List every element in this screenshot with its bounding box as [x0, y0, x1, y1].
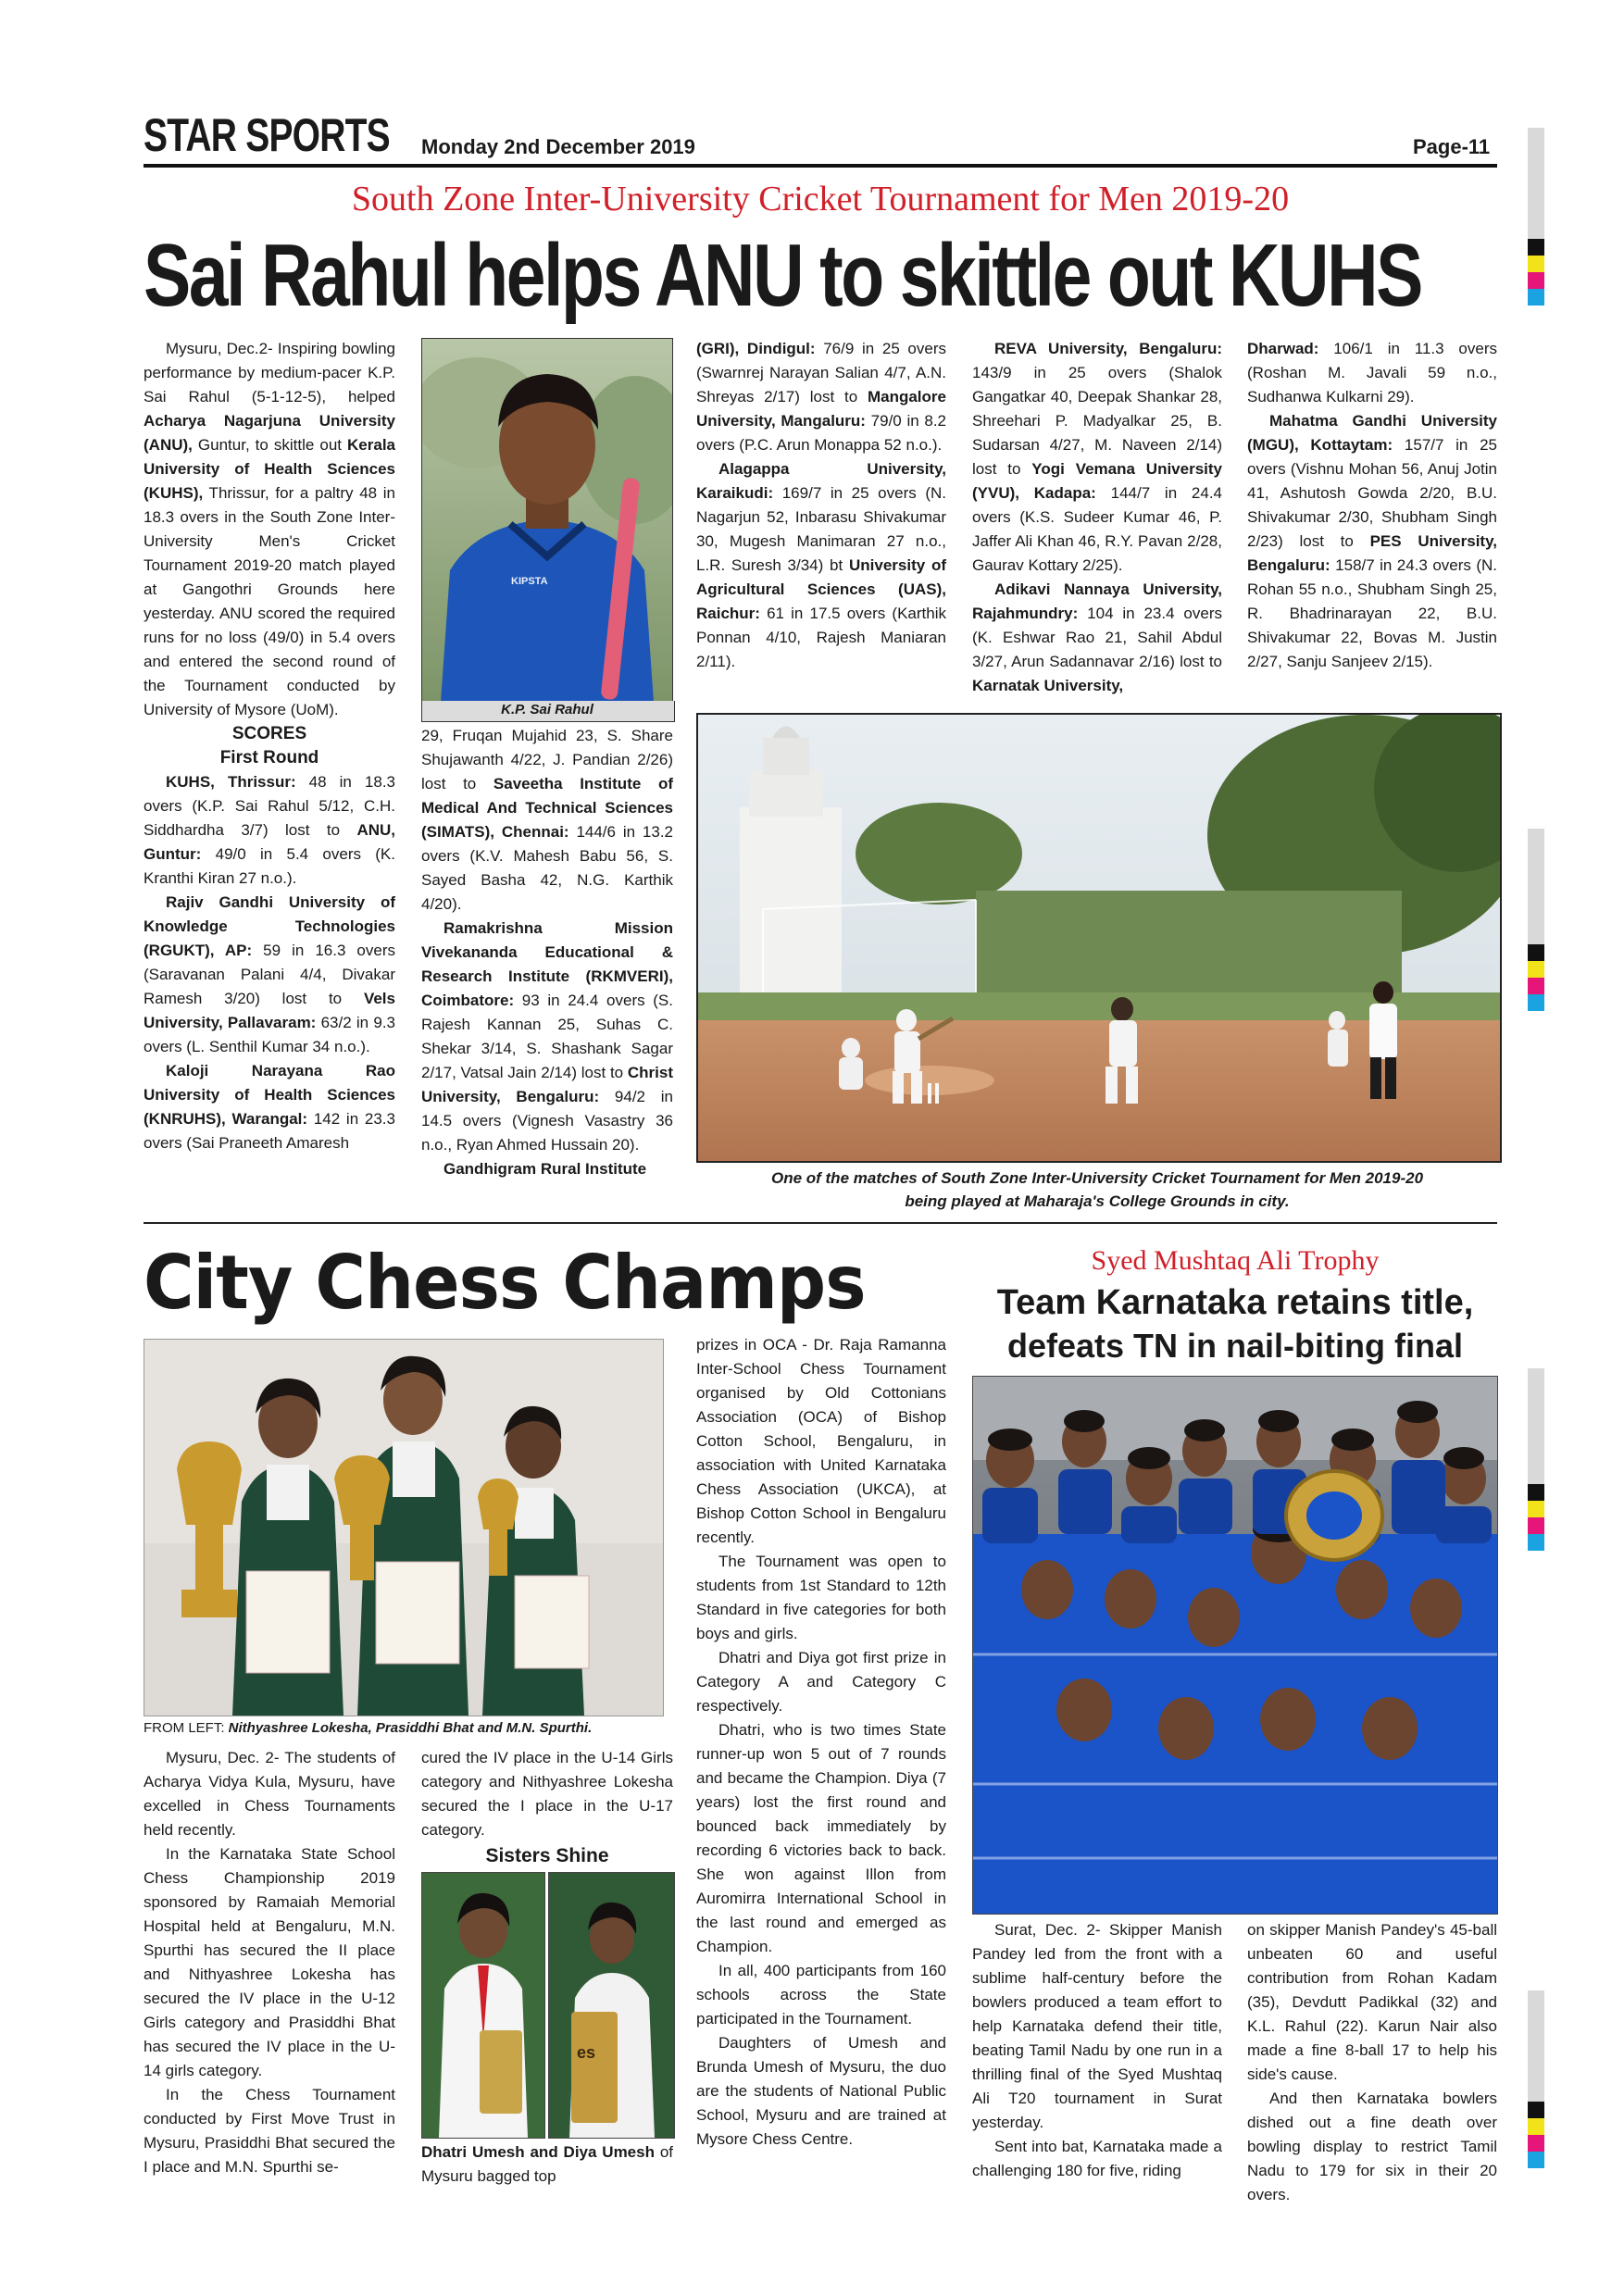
cricket-match-photo [696, 713, 1502, 1163]
diya-photo [548, 1872, 675, 2139]
match-caption-line-1: One of the matches of South Zone Inter-University Cricket Tournament for Men 2019-20 [770, 1169, 1424, 1187]
chess-photo-caption: FROM LEFT: Nithyashree Lokesha, Prasiddhi Bhat and M.N. Spurthi. [144, 1720, 593, 1736]
chess-headline: City Chess Champs [144, 1240, 866, 1326]
chess-champions-photo [144, 1339, 664, 1716]
registration-mark-upper-mid [1528, 829, 1544, 1011]
cricket-column-4: REVA University, Bengaluru: 143/9 in 25 overs (Shalok Gangatkar 40, Deepak Shankar 28, Shreehari P. Madyalkar 25, B. Sudarsan 4/27, M. Naveen 2/14) lost to Yogi Vemana University (YVU), Kadapa: 144/7 in 24.4 overs (K.S. Sudeer Kumar 46, P. Jaffer Ali Khan 46, R.Y. Pavan 2/28, Gaurav Kottary 2/25). Adikavi Nannaya University, Rajahmundry: 104 in 23.4 overs (K. Eshwar Rao 21, Sahil Abdul 3/27, Arun Sadannavar 2/16) lost to Karnatak University, [972, 340, 1223, 694]
first-round-label: First Round [219, 748, 319, 767]
issue-date: Monday 2nd December 2019 [421, 135, 695, 158]
chess-column-3: prizes in OCA - Dr. Raja Ramanna Inter-School Chess Tournament organised by Old Cottonians Association (OCA) of Bishop Cotton School, Bengaluru, in association with United Karnataka Chess Association (UKCA), at Bishop Cotton School in Bengaluru recently. The Tournament was open to students from 1st Standard to 12th Standard in five categories for both boys and girls. Dhatri and Diya got first prize in Category A and Category C respectively. Dhatri, who is two times State runner-up won 5 out of 7 rounds and became the Champion. Diya (7 years) lost the first round and bounced back immediately by recording 6 victories back to back. She won against Illon from Auromirra International School in the last round and emerged as Champion. In all, 400 participants from 160 schools across the State participated in the Tournament. Daughters of Umesh and Brunda Umesh of Mysuru, the duo are the students of National Public School, Mysuru and are trained at Mysore Chess Centre. [696, 1336, 946, 2148]
diya-illustration [549, 1873, 674, 2138]
section-divider [144, 1222, 1497, 1224]
match-illustration [698, 715, 1500, 1161]
karnataka-team-photo [972, 1376, 1498, 1915]
cricket-kicker: South Zone Inter-University Cricket Tournament for Men 2019-20 [351, 180, 1290, 218]
smat-headline-line-2: defeats TN in nail-biting final [1006, 1327, 1463, 1365]
scores-label: SCORES [231, 724, 307, 743]
cricket-column-1: Mysuru, Dec.2- Inspiring bowling performance by medium-pacer K.P. Sai Rahul (5-1-12-5), helped Acharya Nagarjuna University (ANU), Guntur, to skittle out Kerala University of Health Sciences (KUHS), Thrissur, for a paltry 48 in 18.3 overs in the South Zone Inter-University Men's Cricket Tournament 2019-20 match played at Gangothri Grounds here yesterday. ANU scored the required runs for no loss (49/0) in 5.4 overs and entered the second round of the Tournament conducted by University of Mysore (UoM). SCORES First Round KUHS, Thrissur: 48 in 18.3 overs (K.P. Sai Rahul 5/12, C.H. Siddhardha 3/7) lost to ANU, Guntur: 49/0 in 5.4 overs (K. Kranthi Kiran 27 n.o.). Rajiv Gandhi University of Knowledge Technologies (RGUKT), AP: 59 in 16.3 overs (Saravanan Palani 4/4, Divakar Ramesh 3/20) lost to Vels University, Pallavaram: 63/2 in 9.3 overs (L. Senthil Kumar 34 n.o.). Kaloji Narayana Rao University of Health Sciences (KNRUHS), Warangal: 142 in 23.3 overs (Sai Praneeth Amaresh [144, 340, 396, 1152]
portrait-illustration [422, 339, 672, 702]
chess-column-1: Mysuru, Dec. 2- The students of Acharya Vidya Kula, Mysuru, have excelled in Chess Tournaments held recently. In the Karnataka State School Chess Championship 2019 sponsored by Ramaiah Memorial Hospital held at Bengaluru, M.N. Spurthi has secured the II place and Nithyashree Lokesha has secured the IV place in the U-12 Girls category and Prasiddhi Bhat has secured the IV place in the U-14 girls category. In the Chess Tournament conducted by First Move Trust in Mysuru, Prasiddhi Bhat secured the I place and M.N. Spurthi se- [144, 1749, 395, 2176]
cricket-column-3: (GRI), Dindigul: 76/9 in 25 overs (Swarnrej Narayan Salian 4/7, A.N. Shreyas 2/17) lost to Mangalore University, Mangaluru: 79/0 in 8.2 overs (P.C. Arun Monappa 52 n.o.). Alagappa University, Karaikudi: 169/7 in 25 overs (N. Nagarjun 52, Inbarasu Shivakumar 30, Mugesh Manimaran 27 n.o., L.R. Suresh 3/34) bt University of Agricultural Sciences (UAS), Raichur: 61 in 17.5 overs (Karthik Ponnan 4/10, Rajesh Maniaran 2/11). [696, 340, 946, 670]
chess-illustration [144, 1340, 663, 1716]
match-caption-line-2: being played at Maharaja's College Grounds in city. [905, 1192, 1290, 1210]
registration-mark-lower-mid [1528, 1368, 1544, 1551]
page-number: Page-11 [1413, 135, 1491, 158]
svg-text:es: es [577, 2043, 596, 2062]
jersey-brand-text: KIPSTA [511, 576, 548, 587]
team-illustration [973, 1377, 1497, 1914]
sai-rahul-portrait [421, 338, 673, 703]
portrait-caption: K.P. Sai Rahul [501, 702, 593, 718]
registration-mark-top [1528, 128, 1544, 306]
chess-column-2-continued: Dhatri Umesh and Diya Umesh of Mysuru bagged top [421, 2143, 674, 2185]
registration-mark-bottom [1528, 1990, 1544, 2168]
dhatri-illustration [422, 1873, 544, 2138]
smat-column-1: Surat, Dec. 2- Skipper Manish Pandey led from the front with a sublime half-century before the bowlers produced a team effort to help Karnataka defend their title, beating Tamil Nadu by one run in a thrilling final of the Syed Mushtaq Ali T20 tournament in Surat yesterday. Sent into bat, Karnataka made a challenging 180 for five, riding [972, 1921, 1222, 2179]
chess-column-2: cured the IV place in the U-14 Girls category and Nithyashree Lokesha secured the I place in the U-17 category. Sisters Shine [421, 1749, 673, 1866]
cricket-column-5: Dharwad: 106/1 in 11.3 overs (Roshan M. Javali 59 n.o., Sudhanwa Kulkarni 29). Mahatma Gandhi University (MGU), Kottaytam: 157/7 in 25 overs (Vishnu Mohan 56, Anuj Jotin 41, Ashutosh Gowda 2/20, B.U. Shivakumar 2/30, Shubham Singh 2/23) lost to PES University, Bengaluru: 158/7 in 24.3 overs (N. Rohan 55 n.o., Shubham Singh 25, R. Bhadrinarayan 22, B.U. Shivakumar 22, Bovas M. Justin 2/27, Sanju Sanjeev 2/15). [1247, 340, 1497, 670]
dhatri-photo [421, 1872, 545, 2139]
sisters-shine-label: Sisters Shine [485, 1845, 609, 1866]
smat-column-2: on skipper Manish Pandey's 45-ball unbeaten 60 and useful contribution from Rohan Kadam (35), Devdutt Padikkal (32) and K.L. Rahul (22). Karun Nair also made a fine 8-ball 17 to help his side's cause. And then Karnataka bowlers dished out a fine death over bowling display to restrict Tamil Nadu to 179 for six in their 20 overs. [1247, 1921, 1497, 2203]
cricket-column-2: 29, Fruqan Mujahid 23, S. Share Shujawanth 4/22, J. Pandian 2/26) lost to Saveetha Institute of Medical And Technical Sciences (SIMATS), Chennai: 144/6 in 13.2 overs (K.V. Mahesh Babu 56, S. Sayed Basha 42, N.G. Karthik 4/20). Ramakrishna Mission Vivekananda Educational & Research Institute (RKMVERI), Coimbatore: 93 in 24.4 overs (S. Rajesh Kannan 25, Suhas C. Shekar 3/14, S. Shashank Sagar 2/17, Vatsal Jain 2/14) lost to Christ University, Bengaluru: 94/2 in 14.5 overs (Vignesh Vasastry 36 n.o., Ryan Ahmed Hussain 20). Gandhigram Rural Institute [421, 727, 674, 1178]
smat-headline-line-1: Team Karnataka retains title, [996, 1283, 1474, 1322]
cricket-headline: Sai Rahul helps ANU to skittle out KUHS [144, 226, 1421, 325]
masthead-rule [144, 164, 1497, 168]
masthead: STAR SPORTS [144, 109, 390, 161]
smat-kicker: Syed Mushtaq Ali Trophy [1091, 1245, 1380, 1276]
